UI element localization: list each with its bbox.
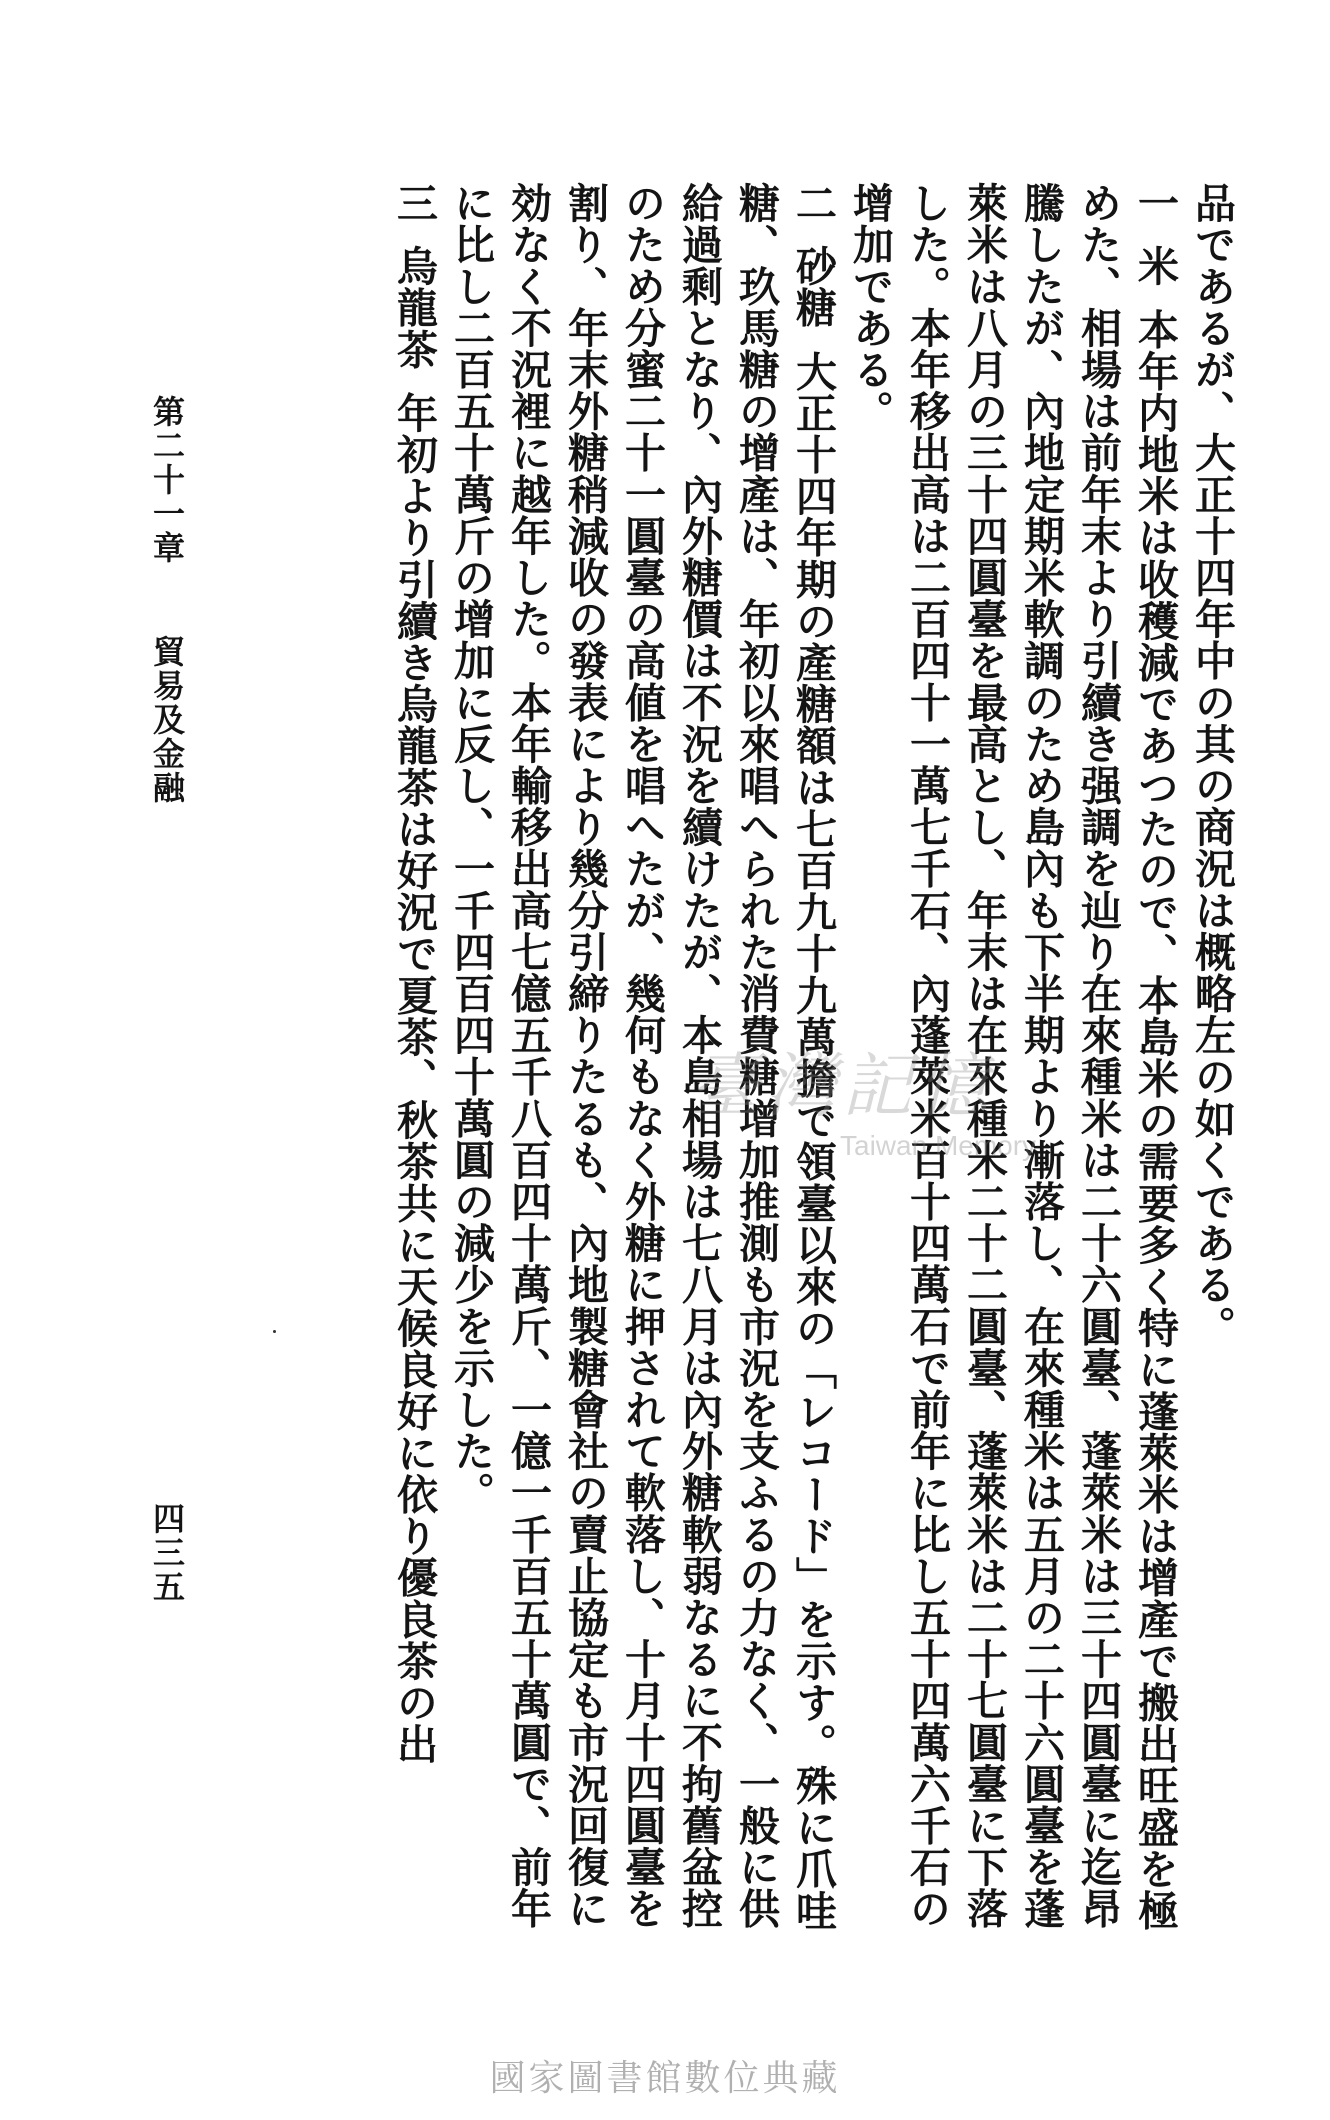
running-head xyxy=(144,395,190,815)
item-title: 烏龍茶 xyxy=(390,245,438,370)
paragraph-text: 年初より引續き烏龍茶は好況で夏茶、秋茶共に天候良好に依り優良茶の出 xyxy=(390,391,438,1765)
paragraph-oolong-tea xyxy=(385,182,442,1962)
paragraph-sugar xyxy=(442,182,841,1962)
item-number: 三 xyxy=(390,182,438,223)
footer-credit: 國家圖書館數位典藏 xyxy=(489,2058,841,2099)
paragraph-rice xyxy=(841,182,1183,1962)
page-number: 四三五 xyxy=(148,1502,186,1604)
body-text xyxy=(280,182,1240,1962)
watermark-subtitle: Taiwan Memory xyxy=(840,1130,1037,1161)
item-title: 米 xyxy=(1131,245,1179,287)
watermark-title: 臺灣記憶 xyxy=(690,1045,994,1127)
chapter-label: 第二十一章 xyxy=(148,395,186,565)
print-speck xyxy=(273,1330,276,1333)
item-number: 一 xyxy=(1131,182,1179,223)
paragraph-text: 品であるが、大正十四年中の其の商況は概略左の如くである。 xyxy=(1188,182,1236,1347)
spacer xyxy=(167,595,168,635)
chapter-title: 貿易及金融 xyxy=(148,635,186,805)
paragraph-intro xyxy=(1183,182,1240,1962)
paragraph-text: 大正十四年期の產糖額は七百九十九萬擔で領臺以來の「レコード」を示す。殊に爪哇糖、玖馬糖の增產は、年初以來唱へられた消費糖增加推測も市況を支ふるの力なく、一般に供給過剩となり、內外糖價は不況を續けたが、本島相場は七八月は內外糖軟弱なるに不拘舊盆控のため分蜜二十一圓臺の高値を唱へたが、幾何もなく外糖に押されて軟落し、十月十四圓臺を割り、年末外糖稍減收の發表により幾分引締りたるも、內地製糖會社の賣止協定も市況回復に効なく不況裡に越年した。本年輸移出高七億五千八百四十萬斤、一億一千百五十萬圓で、前年に比し二百五十萬斤の增加に反し、一千四百四十萬圓の減少を示した。 xyxy=(447,182,837,1932)
item-title: 砂糖 xyxy=(789,245,837,329)
item-number: 二 xyxy=(789,182,837,223)
paragraph-text: 本年内地米は收穫減であつたので、本島米の需要多く特に蓬萊米は增產で搬出旺盛を極めた、相場は前年末より引續き强調を辿り在來種米は二十六圓臺、蓬萊米は三十四圓臺に迄昂騰したが、內地定期米軟調のため島內も下半期より漸落し、在來種米は五月の二十六圓臺を蓬萊米は八月の三十四圓臺を最高とし、年末は在來種米二十二圓臺、蓬萊米は二十七圓臺に下落した。本年移出高は二百四十一萬七千石、內蓬萊米百十四萬石で前年に比し五十四萬六千石の增加である。 xyxy=(846,182,1179,1932)
